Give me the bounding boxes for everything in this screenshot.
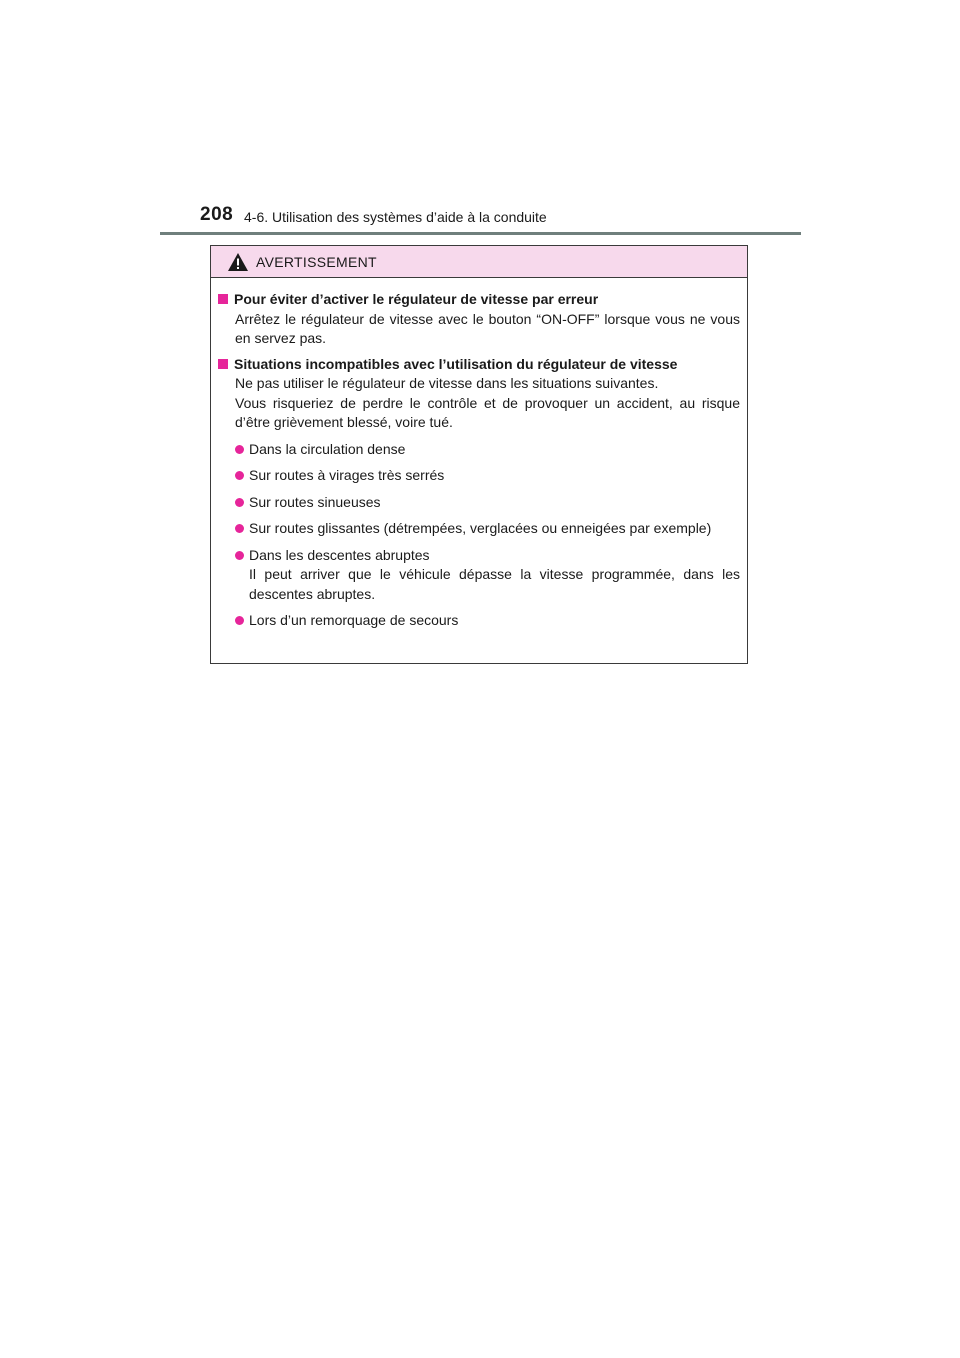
list-item-text: Lors d’un remorquage de secours bbox=[249, 612, 459, 628]
paragraph: Vous risqueriez de perdre le contrôle et de provoquer un accident, au risque d’être grièvement blessé, voire tué. bbox=[235, 394, 740, 430]
list-item-text: Dans la circulation dense bbox=[249, 440, 406, 457]
section-accidental-activation bbox=[218, 290, 740, 349]
warning-box bbox=[210, 245, 748, 664]
warning-label: AVERTISSEMENT bbox=[256, 254, 377, 270]
round-bullet-icon bbox=[235, 498, 244, 507]
list-item bbox=[218, 611, 740, 631]
section-heading bbox=[218, 290, 740, 310]
header-rule bbox=[160, 232, 801, 235]
round-bullet-icon bbox=[235, 445, 244, 454]
square-bullet-icon bbox=[218, 294, 228, 304]
chapter-title: 4-6. Utilisation des systèmes d’aide à la conduite bbox=[244, 209, 547, 225]
round-bullet-icon bbox=[235, 616, 244, 625]
list-item-text: Sur routes à virages très serrés bbox=[249, 467, 445, 483]
list-item bbox=[218, 546, 740, 605]
round-bullet-icon bbox=[235, 471, 244, 480]
list-item bbox=[218, 519, 740, 539]
warning-body bbox=[211, 278, 747, 631]
section-incompatible-situations bbox=[218, 355, 740, 631]
paragraph: Ne pas utiliser le régulateur de vitesse dans les situations suivantes. bbox=[235, 375, 659, 391]
list-item bbox=[218, 440, 740, 460]
round-bullet-icon bbox=[235, 551, 244, 560]
list-item bbox=[218, 493, 740, 513]
page-number: 208 bbox=[200, 204, 234, 225]
list-item-text: Sur routes glissantes (détrempées, verglacées ou enneigées par exemple) bbox=[249, 520, 712, 536]
round-bullet-icon bbox=[235, 524, 244, 533]
square-bullet-icon bbox=[218, 359, 228, 369]
list-item bbox=[218, 466, 740, 486]
list-item-text: Sur routes sinueuses bbox=[249, 493, 381, 510]
list-item-text: Dans les descentes abruptes bbox=[249, 546, 430, 563]
warning-header bbox=[211, 246, 747, 278]
paragraph: Arrêtez le régulateur de vitesse avec le bouton “ON-OFF” lorsque vous ne vous en servez pas. bbox=[235, 310, 740, 346]
list-item-text-group bbox=[249, 546, 740, 605]
section-heading-text: Situations incompatibles avec l’utilisation du régulateur de vitesse bbox=[234, 355, 678, 372]
section-heading bbox=[218, 355, 740, 375]
warning-triangle-icon bbox=[227, 252, 249, 272]
section-heading-text: Pour éviter d’activer le régulateur de vitesse par erreur bbox=[234, 291, 599, 307]
list-item-subtext: Il peut arriver que le véhicule dépasse la vitesse programmée, dans les descentes abruptes. bbox=[249, 566, 740, 602]
